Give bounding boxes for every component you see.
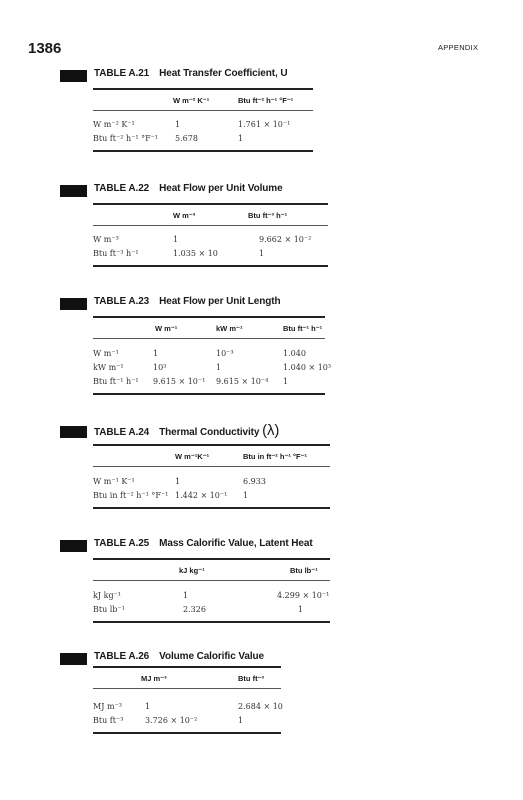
table-title (94, 651, 264, 662)
table-marker (60, 70, 87, 82)
table-heading (0, 183, 523, 199)
table-label: TABLE A.25 (94, 538, 150, 549)
column-header: W m⁻² K⁻¹ (173, 96, 210, 105)
table-a24 (0, 422, 523, 500)
column-header: kJ kg⁻¹ (179, 566, 205, 575)
header-rule (93, 466, 330, 467)
column-header: Btu ft⁻² h⁻¹ °F⁻¹ (238, 96, 294, 105)
row-label: Btu ft⁻² h⁻¹ °F⁻¹ (93, 134, 159, 143)
table-marker (60, 540, 87, 552)
table-cell: 1.040 × 10³ (283, 363, 332, 372)
table-cell: 1.040 (283, 349, 306, 358)
column-header: Btu ft⁻³ (238, 674, 265, 683)
table-cell: 1 (216, 363, 222, 372)
table-cell: 3.726 × 10⁻² (145, 716, 198, 725)
table-cell: 1.761 × 10⁻¹ (238, 120, 291, 129)
column-header: MJ m⁻³ (141, 674, 167, 683)
table-heading (0, 424, 523, 440)
row-label: kJ kg⁻¹ (93, 591, 121, 600)
table-marker (60, 298, 87, 310)
table-title (94, 538, 313, 549)
table-cell: 2.684 × 10 (238, 702, 283, 711)
table-title (94, 68, 287, 79)
top-rule (93, 666, 281, 668)
table-cell: 9.662 × 10⁻² (259, 235, 312, 244)
table-heading (0, 296, 523, 312)
running-head: APPENDIX (438, 43, 479, 52)
table-a26 (0, 651, 523, 725)
table-cell: 1 (238, 134, 244, 143)
column-header: W m⁻³ (173, 211, 196, 220)
table-cell: 5.678 (175, 134, 198, 143)
row-label: kW m⁻¹ (93, 363, 124, 372)
row-label: Btu lb⁻¹ (93, 605, 125, 614)
table-cell: 6.933 (243, 477, 266, 486)
table-cell: 1 (175, 120, 181, 129)
table-heading (0, 68, 523, 84)
table-marker (60, 185, 87, 197)
table-cell: 1 (238, 716, 244, 725)
column-header: kW m⁻¹ (216, 324, 243, 333)
row-label: Btu ft⁻³ (93, 716, 124, 725)
column-header: Btu ft⁻³ h⁻¹ (248, 211, 288, 220)
table-cell: 9.615 × 10⁻¹ (153, 377, 206, 386)
bottom-rule (93, 150, 313, 152)
table-title (94, 422, 279, 439)
table-label: TABLE A.21 (94, 68, 150, 79)
top-rule (93, 88, 313, 90)
table-cell: 2.326 (183, 605, 206, 614)
table-label: TABLE A.22 (94, 183, 150, 194)
table-title (94, 296, 281, 307)
row-label: W m⁻¹ K⁻¹ (93, 477, 135, 486)
header-rule (93, 580, 330, 581)
table-name: Heat Transfer Coefficient, U (159, 68, 288, 79)
table-cell: 1 (259, 249, 265, 258)
table-heading (0, 538, 523, 554)
column-header: W m⁻¹ (155, 324, 178, 333)
top-rule (93, 444, 330, 446)
table-name: Mass Calorific Value, Latent Heat (159, 538, 313, 549)
header-rule (93, 110, 313, 111)
table-a23 (0, 296, 523, 386)
page-number: 1386 (28, 40, 62, 57)
table-symbol: (λ) (262, 422, 280, 439)
table-label: TABLE A.26 (94, 651, 150, 662)
table-cell: 4.299 × 10⁻¹ (277, 591, 330, 600)
table-name: Thermal Conductivity (159, 427, 260, 438)
table-cell: 1 (173, 235, 179, 244)
table-cell: 1.442 × 10⁻¹ (175, 491, 228, 500)
top-rule (93, 203, 328, 205)
table-cell: 10⁻³ (216, 349, 234, 358)
table-cell: 1 (243, 491, 249, 500)
header-rule (93, 338, 325, 339)
column-header: W m⁻¹K⁻¹ (175, 452, 210, 461)
row-label: Btu in ft⁻² h⁻¹ °F⁻¹ (93, 491, 169, 500)
row-label: W m⁻¹ (93, 349, 119, 358)
table-cell: 1 (283, 377, 289, 386)
table-marker (60, 426, 87, 438)
table-cell: 1 (298, 605, 304, 614)
table-label: TABLE A.23 (94, 296, 150, 307)
table-cell: 1 (175, 477, 181, 486)
top-rule (93, 558, 330, 560)
column-header: Btu lb⁻¹ (290, 566, 318, 575)
table-label: TABLE A.24 (94, 427, 150, 438)
column-header: Btu in ft⁻² h⁻¹ °F⁻¹ (243, 452, 308, 461)
table-title (94, 183, 283, 194)
bottom-rule (93, 393, 325, 395)
table-marker (60, 653, 87, 665)
table-a21 (0, 68, 523, 143)
table-name: Volume Calorific Value (159, 651, 264, 662)
table-cell: 1 (153, 349, 159, 358)
table-cell: 1.035 × 10 (173, 249, 218, 258)
table-a22 (0, 183, 523, 258)
bottom-rule (93, 732, 281, 734)
row-label: W m⁻² K⁻¹ (93, 120, 135, 129)
table-cell: 9.615 × 10⁻⁴ (216, 377, 269, 386)
header-rule (93, 225, 328, 226)
header-rule (93, 688, 281, 689)
top-rule (93, 316, 325, 318)
bottom-rule (93, 507, 330, 509)
table-cell: 1 (145, 702, 151, 711)
table-heading (0, 651, 523, 667)
table-name: Heat Flow per Unit Volume (159, 183, 283, 194)
bottom-rule (93, 621, 330, 623)
table-cell: 10³ (153, 363, 167, 372)
row-label: W m⁻³ (93, 235, 119, 244)
table-name: Heat Flow per Unit Length (159, 296, 281, 307)
row-label: MJ m⁻³ (93, 702, 122, 711)
column-header: Btu ft⁻¹ h⁻¹ (283, 324, 323, 333)
table-cell: 1 (183, 591, 189, 600)
table-a25 (0, 538, 523, 614)
row-label: Btu ft⁻¹ h⁻¹ (93, 377, 139, 386)
row-label: Btu ft⁻³ h⁻¹ (93, 249, 139, 258)
bottom-rule (93, 265, 328, 267)
